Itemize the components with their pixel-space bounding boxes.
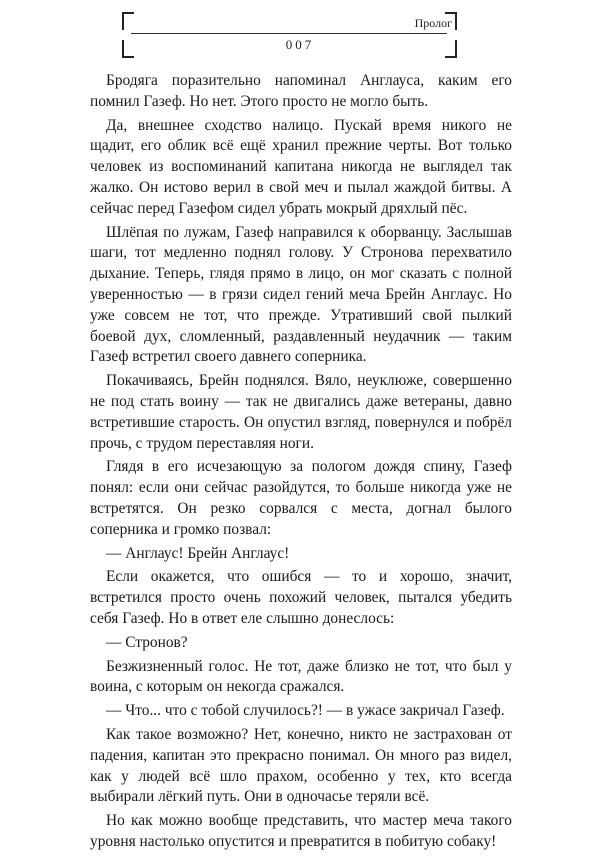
dialogue-line: — Что... что с тобой случилось?! — в ужасе закричал Газеф. <box>106 702 505 720</box>
paragraph: Бродяга поразительно напоминал Англауса, каким его помнил Газеф. Но нет. Этого просто не могло быть. <box>90 72 512 110</box>
header-rule <box>131 33 447 34</box>
paragraph: Как такое возможно? Нет, конечно, никто не застрахован от падения, капитан это прекрасно понимал. Он много раз видел, как у людей всё шло прахом, особенно у тех, кто всегда выбирали лёгкий путь. Они в одночасье теряли всё. <box>90 725 512 806</box>
chapter-title: Пролог <box>414 16 452 30</box>
paragraph: Да, внешнее сходство налицо. Пускай время никого не щадит, его облик всё ещё хранил прежние черты. Вот только человек из воспоминаний капитана никогда не выглядел так жалко. Он истово верил в свой меч и пылал жаждой битвы. А сейчас перед Газефом сидел убрать мокрый дряхлый пёс. <box>90 116 512 217</box>
paragraph: Покачиваясь, Брейн поднялся. Вяло, неуклюже, совершенно не под стать воину — так не двигались даже ветераны, давно встретившие старость. Он опустил взгляд, повернулся и побрёл прочь, с трудом переставляя ноги. <box>90 372 512 452</box>
body-text <box>90 71 512 856</box>
page-number: 007 <box>285 37 315 52</box>
paragraph: Но как можно вообще представить, что мастер меча такого уровня настолько опустится и превратится в побитую собаку! <box>90 812 512 850</box>
paragraph: Безжизненный голос. Не тот, даже близко не тот, что был у воина, с которым он некогда сражался. <box>90 657 512 696</box>
paragraph: Если окажется, что ошибся — то и хорошо, значит, встретился просто очень похожий человек, пытался убедить себя Газеф. Но в ответ еле слышно донеслось: <box>90 568 512 627</box>
frame-corner-top-left <box>122 12 134 30</box>
paragraph: Глядя в его исчезающую за пологом дождя спину, Газеф понял: если они сейчас разойдутся, то больше никогда уже не встретятся. Он резко сорвался с места, догнал былого соперника и громко позвал: <box>90 458 512 538</box>
dialogue-line: — Стронов? <box>106 633 188 651</box>
dialogue-line: — Англаус! Брейн Англаус! <box>106 544 290 562</box>
paragraph: Шлёпая по лужам, Газеф направился к оборванцу. Заслышав шаги, тот медленно поднял голову. У Стронова перехватило дыхание. Теперь, глядя прямо в лицо, он мог сказать с полной уверенностью — в грязи сидел гений меча Брейн Англаус. Но уже совсем не тот, что прежде. Утративший свой пылкий боевой дух, сломленный, раздавленный неудачник — таким Газеф встретил своего давнего соперника. <box>90 223 512 366</box>
